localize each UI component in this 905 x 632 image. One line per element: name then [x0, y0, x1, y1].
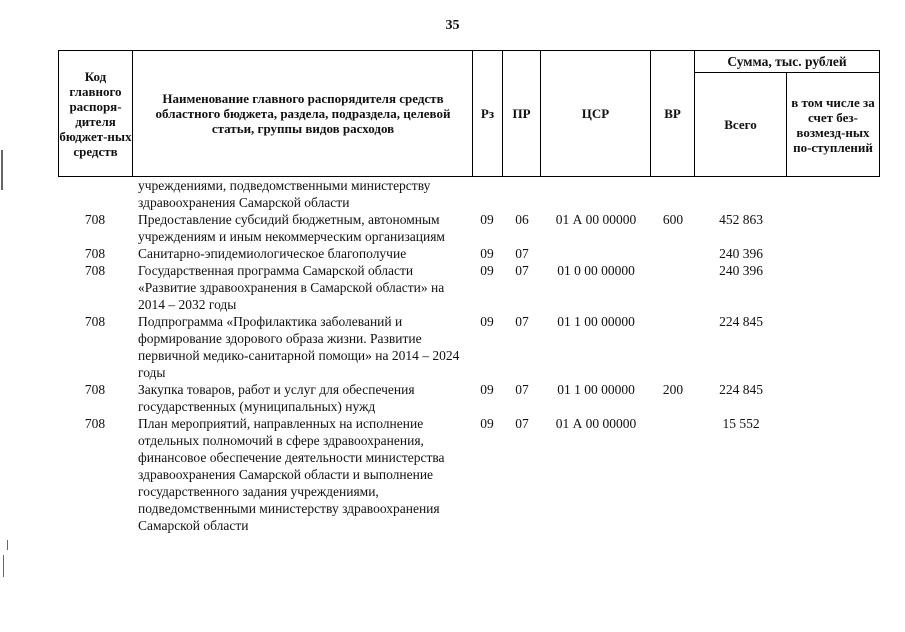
scan-mark [7, 540, 8, 550]
cell-pr: 06 [515, 212, 529, 227]
cell-total: 240 396 [719, 246, 763, 261]
cell-rz: 09 [480, 314, 494, 329]
cell-name: План мероприятий, направленных на исполнение отдельных полномочий в сфере здравоохранения, финансовое обеспечение деятельности министерства здравоохранения Самарской области и выполнение государственного задания учреждениями, подведомственными министерству здравоохранения Самарской области [138, 416, 445, 533]
cell-pr: 07 [515, 416, 529, 431]
table-row [58, 211, 880, 245]
cell-name: Предоставление субсидий бюджетным, автономным учреждениям и иным некоммерческим организациям [138, 212, 445, 244]
header-pr: ПР [512, 106, 531, 121]
cell-csr: 01 А 00 00000 [555, 212, 637, 227]
cell-kod: 708 [84, 212, 106, 227]
header-sum: Сумма, тыс. рублей [727, 54, 847, 69]
cell-vr: 200 [662, 382, 684, 397]
cell-pr: 07 [515, 382, 529, 397]
cell-kod: 708 [84, 382, 106, 397]
cell-total: 452 863 [719, 212, 763, 227]
header-rz: Рз [480, 106, 495, 121]
cell-kod: 708 [84, 314, 106, 329]
cell-name: Государственная программа Самарской области «Развитие здравоохранения в Самарской области» на 2014 – 2032 годы [138, 263, 445, 312]
cell-csr: 01 0 00 00000 [557, 263, 635, 278]
cell-kod: 708 [84, 263, 106, 278]
cell-kod: 708 [84, 246, 106, 261]
cell-csr: 01 1 00 00000 [557, 314, 635, 329]
cell-name: Подпрограмма «Профилактика заболеваний и формирование здорового образа жизни. Развитие первичной медико-санитарной помощи» на 2014 – 2024 годы [138, 314, 460, 380]
table-row [58, 313, 880, 381]
cell-rz: 09 [480, 212, 494, 227]
cell-kod: 708 [84, 416, 106, 431]
cell-csr: 01 А 00 00000 [555, 416, 637, 431]
table-row [58, 262, 880, 313]
cell-pr: 07 [515, 263, 529, 278]
table-row [58, 245, 880, 262]
header-csr: ЦСР [581, 106, 610, 121]
cell-name: Санитарно-эпидемиологическое благополучие [138, 246, 407, 261]
cell-total: 240 396 [719, 263, 763, 278]
cell-total: 15 552 [722, 416, 760, 431]
header-kod: Код главного распоря-дителя бюджет-ных средств [59, 68, 132, 159]
cell-total: 224 845 [719, 382, 763, 397]
cell-name: учреждениями, подведомственными министерству здравоохранения Самарской области [138, 178, 431, 210]
header-vr: ВР [664, 106, 681, 121]
scan-mark [1, 150, 3, 190]
header-name: Наименование главного распорядителя средств областного бюджета, раздела, подраздела, целевой статьи, группы видов расходов [155, 91, 451, 136]
table-header [58, 50, 880, 177]
cell-total: 224 845 [719, 314, 763, 329]
table-row [58, 177, 880, 211]
cell-csr: 01 1 00 00000 [557, 382, 635, 397]
cell-name: Закупка товаров, работ и услуг для обеспечения государственных (муниципальных) нужд [138, 382, 415, 414]
page-number: 35 [445, 18, 460, 33]
table-body [58, 177, 880, 534]
cell-rz: 09 [480, 416, 494, 431]
header-incl: в том числе за счет без-возмезд-ных по-ступлений [791, 94, 875, 155]
cell-rz: 09 [480, 263, 494, 278]
cell-vr: 600 [662, 212, 684, 227]
scan-mark [3, 555, 4, 577]
cell-rz: 09 [480, 382, 494, 397]
cell-pr: 07 [515, 246, 529, 261]
cell-rz: 09 [480, 246, 494, 261]
table-row [58, 415, 880, 534]
header-total: Всего [724, 117, 757, 132]
cell-pr: 07 [515, 314, 529, 329]
table-row [58, 381, 880, 415]
